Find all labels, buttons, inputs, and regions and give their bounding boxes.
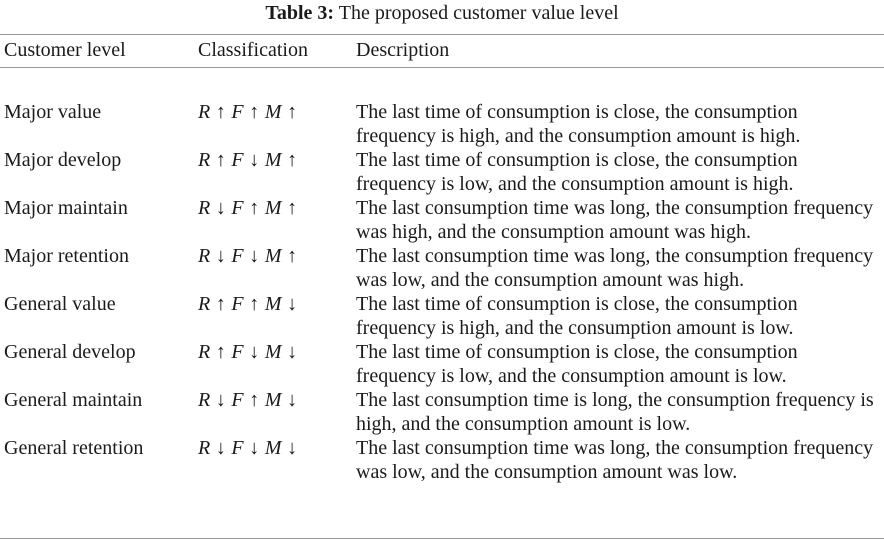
cell-description: The last time of consumption is close, the consumption frequency is low, and the consumption amount is high. xyxy=(356,149,798,195)
cell-classification: R ↓ F ↓ M ↓ xyxy=(198,437,298,459)
cell-description: The last time of consumption is close, the consumption frequency is low, and the consumption amount is low. xyxy=(356,341,798,387)
table-header xyxy=(0,37,884,65)
table-caption xyxy=(0,0,884,28)
cell-description: The last consumption time was long, the consumption frequency was low, and the consumption amount was low. xyxy=(356,437,874,483)
cell-description: The last time of consumption is close, the consumption frequency is high, and the consumption amount is low. xyxy=(356,293,798,339)
table-row xyxy=(0,292,884,340)
column-header-classification: Classification xyxy=(198,39,308,61)
column-header-description: Description xyxy=(356,39,450,61)
table-row xyxy=(0,340,884,388)
cell-customer-level: Major maintain xyxy=(4,197,128,219)
table-bottom-rule xyxy=(0,538,884,539)
cell-customer-level: General value xyxy=(4,293,116,315)
cell-classification: R ↑ F ↑ M ↑ xyxy=(198,101,298,123)
table-caption-text: The proposed customer value level xyxy=(338,2,619,24)
table-header-row xyxy=(0,37,884,65)
table-row xyxy=(0,65,884,148)
cell-classification: R ↓ F ↑ M ↓ xyxy=(198,389,298,411)
cell-customer-level: Major value xyxy=(4,101,102,123)
table-row xyxy=(0,244,884,292)
cell-classification: R ↑ F ↓ M ↑ xyxy=(198,149,298,171)
cell-description: The last consumption time was long, the consumption frequency was high, and the consumption amount was high. xyxy=(356,197,874,243)
column-header-customer-level: Customer level xyxy=(4,39,126,61)
cell-description: The last time of consumption is close, the consumption frequency is high, and the consumption amount is high. xyxy=(356,101,801,147)
table-row xyxy=(0,388,884,436)
cell-classification: R ↑ F ↓ M ↓ xyxy=(198,341,298,363)
customer-value-table xyxy=(0,37,884,484)
table-top-rule xyxy=(0,34,884,35)
cell-customer-level: Major retention xyxy=(4,245,129,267)
cell-classification: R ↑ F ↑ M ↓ xyxy=(198,293,298,315)
table-body xyxy=(0,65,884,484)
cell-customer-level: General develop xyxy=(4,341,136,363)
cell-customer-level: General retention xyxy=(4,437,144,459)
table-caption-label: Table 3: xyxy=(265,2,335,24)
table-row xyxy=(0,148,884,196)
cell-customer-level: Major develop xyxy=(4,149,122,171)
cell-classification: R ↓ F ↓ M ↑ xyxy=(198,245,298,267)
table-row xyxy=(0,196,884,244)
table-row xyxy=(0,436,884,484)
cell-classification: R ↓ F ↑ M ↑ xyxy=(198,197,298,219)
cell-customer-level: General maintain xyxy=(4,389,143,411)
cell-description: The last consumption time was long, the consumption frequency was low, and the consumption amount was high. xyxy=(356,245,874,291)
cell-description: The last consumption time is long, the consumption frequency is high, and the consumption amount is low. xyxy=(356,389,874,435)
